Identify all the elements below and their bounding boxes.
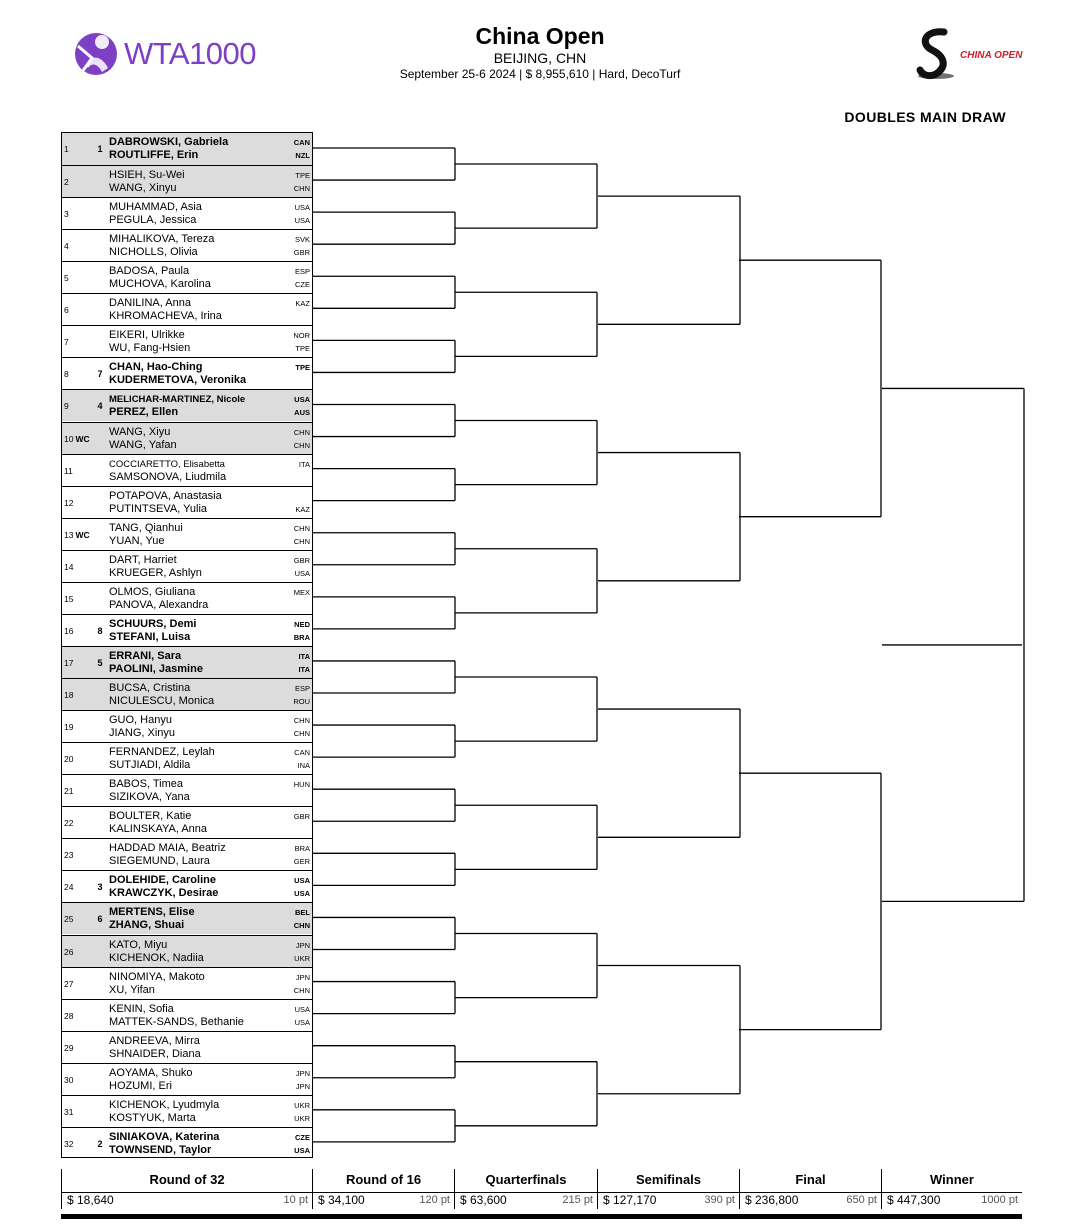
player-one-country: USA bbox=[294, 1004, 310, 1014]
player-two-country: USA bbox=[294, 1017, 310, 1027]
player-one-country: USA bbox=[294, 876, 310, 886]
player-one-country: ESP bbox=[294, 684, 310, 694]
round-name: Round of 32 bbox=[149, 1172, 225, 1187]
player-one-country: USA bbox=[294, 203, 310, 213]
footer-divider bbox=[61, 1192, 1022, 1193]
player-one-name: OLMOS, Giuliana bbox=[109, 585, 196, 598]
draw-position: 5 bbox=[64, 273, 69, 284]
wildcard-tag: WC bbox=[75, 433, 90, 444]
draw-position: 17 bbox=[64, 657, 74, 668]
player-two-name: JIANG, Xinyu bbox=[109, 727, 176, 740]
round-name: Round of 16 bbox=[345, 1172, 422, 1187]
player-two-name: SIZIKOVA, Yana bbox=[109, 791, 190, 804]
player-one-country: CHN bbox=[293, 716, 310, 726]
draw-position: 13 WC bbox=[64, 529, 90, 540]
player-two-name: PEGULA, Jessica bbox=[109, 214, 197, 227]
player-two-country: CHN bbox=[293, 921, 310, 931]
round-name: Final bbox=[795, 1172, 826, 1187]
seed-number: 4 bbox=[97, 401, 103, 412]
player-one-name: COCCIARETTO, Elisabetta bbox=[109, 458, 225, 470]
round-points: 1000 pt bbox=[981, 1194, 1018, 1206]
draw-position: 21 bbox=[64, 786, 74, 797]
player-one-name: KATO, Miyu bbox=[109, 938, 168, 951]
player-one-name: FERNANDEZ, Leylah bbox=[109, 746, 215, 759]
tournament-title: China Open bbox=[475, 23, 605, 49]
player-two-name: WU, Fang-Hsien bbox=[109, 342, 191, 355]
draw-position: 4 bbox=[64, 241, 69, 252]
player-one-country: CZE bbox=[295, 1132, 310, 1142]
player-two-name: KICHENOK, Nadiia bbox=[109, 951, 204, 964]
tournament-info: September 25-6 2024 | $ 8,955,610 | Hard, DecoTurf bbox=[399, 67, 681, 81]
round-prize: $ 63,600 bbox=[460, 1193, 507, 1207]
player-one-country: JPN bbox=[295, 972, 310, 982]
player-two-name: TOWNSEND, Taylor bbox=[109, 1143, 212, 1156]
player-one-name: BABOS, Timea bbox=[109, 778, 183, 791]
draw-position: 27 bbox=[64, 978, 74, 989]
draw-position: 18 bbox=[64, 690, 74, 701]
seed-number: 5 bbox=[97, 657, 103, 668]
draw-position: 1 bbox=[64, 144, 69, 154]
player-two-name: WANG, Xinyu bbox=[109, 182, 177, 195]
draw-position: 24 bbox=[64, 882, 74, 893]
draw-position: 29 bbox=[64, 1042, 74, 1053]
player-one-country: CHN bbox=[293, 427, 310, 437]
player-one-country: NED bbox=[294, 619, 310, 629]
player-two-name: ROUTLIFFE, Erin bbox=[109, 149, 199, 161]
player-one-country: UKR bbox=[294, 1100, 310, 1110]
player-one-country: KAZ bbox=[295, 299, 310, 309]
player-one-name: HADDAD MAIA, Beatriz bbox=[109, 842, 226, 855]
player-two-country: KAZ bbox=[295, 504, 310, 514]
draw-position: 23 bbox=[64, 850, 74, 861]
player-two-country: USA bbox=[294, 568, 310, 578]
draw-position: 12 bbox=[64, 497, 74, 508]
tournament-location: BEIJING, CHN bbox=[493, 50, 587, 66]
player-two-name: PEREZ, Ellen bbox=[109, 406, 179, 419]
round-prize: $ 236,800 bbox=[745, 1193, 799, 1207]
player-two-name: KALINSKAYA, Anna bbox=[109, 823, 208, 836]
draw-position: 15 bbox=[64, 593, 74, 604]
draw-position: 16 bbox=[64, 625, 74, 636]
seed-number: 1 bbox=[97, 144, 103, 154]
seed-number: 6 bbox=[97, 914, 103, 925]
player-one-country: GBR bbox=[293, 812, 310, 822]
player-one-country: TPE bbox=[295, 171, 310, 181]
seed-number: 2 bbox=[97, 1138, 103, 1149]
player-two-name: MATTEK-SANDS, Bethanie bbox=[109, 1015, 244, 1028]
player-one-name: MIHALIKOVA, Tereza bbox=[109, 233, 215, 246]
player-one-name: DABROWSKI, Gabriela bbox=[109, 136, 229, 148]
player-one-name: SINIAKOVA, Katerina bbox=[109, 1130, 220, 1143]
player-one-country: HUN bbox=[293, 780, 310, 790]
player-two-country: CZE bbox=[295, 280, 310, 290]
player-one-name: KICHENOK, Lyudmyla bbox=[109, 1098, 220, 1111]
player-one-country: CAN bbox=[294, 748, 310, 758]
draw-position: 26 bbox=[64, 946, 74, 957]
player-one-country: CHN bbox=[293, 523, 310, 533]
seed-number: 3 bbox=[97, 882, 103, 893]
round-points: 650 pt bbox=[846, 1194, 877, 1206]
round-prize: $ 18,640 bbox=[67, 1193, 114, 1207]
round-prize-cell bbox=[312, 1169, 454, 1209]
player-two-country: GBR bbox=[293, 248, 310, 258]
player-two-name: HOZUMI, Eri bbox=[109, 1079, 172, 1092]
player-one-country: CAN bbox=[293, 138, 310, 147]
player-one-name: TANG, Qianhui bbox=[109, 521, 183, 534]
round-prize: $ 447,300 bbox=[887, 1193, 941, 1207]
player-two-name: WANG, Yafan bbox=[109, 438, 177, 451]
footer-bottom-rule bbox=[61, 1214, 1022, 1219]
round-prize-cell bbox=[61, 1169, 312, 1209]
round-prize-cell bbox=[597, 1169, 739, 1209]
draw-position: 7 bbox=[64, 337, 69, 348]
player-two-name: SIEGEMUND, Laura bbox=[109, 855, 210, 868]
player-one-name: SCHUURS, Demi bbox=[109, 617, 197, 630]
player-two-country: BRA bbox=[293, 632, 310, 642]
player-two-name: PUTINTSEVA, Yulia bbox=[109, 502, 208, 515]
draw-position: 2 bbox=[64, 177, 69, 188]
player-two-name: SHNAIDER, Diana bbox=[109, 1047, 201, 1060]
player-one-country: ITA bbox=[298, 651, 310, 661]
player-one-country: BRA bbox=[294, 844, 310, 854]
player-one-name: MUHAMMAD, Asia bbox=[109, 201, 202, 214]
player-one-country: JPN bbox=[295, 1068, 310, 1078]
player-one-name: AOYAMA, Shuko bbox=[109, 1066, 193, 1079]
player-two-country: TPE bbox=[295, 344, 310, 354]
seed-number: 7 bbox=[97, 369, 103, 380]
player-two-country: AUS bbox=[294, 408, 310, 418]
player-two-name: SAMSONOVA, Liudmila bbox=[109, 470, 227, 483]
player-two-country: CHN bbox=[293, 985, 310, 995]
player-one-name: ERRANI, Sara bbox=[109, 649, 182, 662]
draw-position: 3 bbox=[64, 209, 69, 220]
player-two-country: UKR bbox=[294, 953, 310, 963]
player-one-country: NOR bbox=[293, 331, 310, 341]
player-two-name: NICHOLLS, Olivia bbox=[109, 246, 198, 259]
round-points: 215 pt bbox=[562, 1194, 593, 1206]
player-two-name: SUTJIADI, Aldila bbox=[109, 759, 191, 772]
round-name: Quarterfinals bbox=[485, 1172, 567, 1187]
player-two-name: KUDERMETOVA, Veronika bbox=[109, 374, 247, 387]
player-one-name: KENIN, Sofia bbox=[109, 1002, 174, 1015]
draw-position: 32 bbox=[64, 1138, 74, 1149]
draw-position: 9 bbox=[64, 401, 69, 412]
seed-number: 8 bbox=[97, 625, 103, 636]
player-two-name: PAOLINI, Jasmine bbox=[109, 662, 203, 675]
player-one-country: GBR bbox=[293, 555, 310, 565]
player-two-name: ZHANG, Shuai bbox=[109, 919, 185, 932]
round-prize: $ 127,170 bbox=[603, 1193, 657, 1207]
player-two-country: GER bbox=[293, 857, 310, 867]
draw-position: 14 bbox=[64, 561, 74, 572]
player-one-name: BADOSA, Paula bbox=[109, 265, 190, 278]
player-two-country: CHN bbox=[293, 184, 310, 194]
player-one-country: USA bbox=[294, 395, 310, 405]
draw-position: 31 bbox=[64, 1106, 74, 1117]
player-one-country: ESP bbox=[294, 267, 310, 277]
player-two-country: USA bbox=[294, 889, 310, 899]
player-two-name: KRAWCZYK, Desirae bbox=[109, 887, 219, 900]
draw-position: 8 bbox=[64, 369, 69, 380]
player-two-country: CHN bbox=[293, 729, 310, 739]
player-one-name: HSIEH, Su-Wei bbox=[109, 169, 185, 182]
player-two-country: UKR bbox=[294, 1113, 310, 1123]
player-two-name: XU, Yifan bbox=[109, 983, 155, 996]
player-one-name: POTAPOVA, Anastasia bbox=[109, 489, 222, 502]
player-one-name: WANG, Xiyu bbox=[109, 425, 171, 438]
player-two-country: USA bbox=[294, 216, 310, 226]
draw-position: 22 bbox=[64, 818, 74, 829]
player-one-name: MERTENS, Elise bbox=[109, 906, 195, 919]
draw-position: 19 bbox=[64, 722, 74, 733]
draw-position: 25 bbox=[64, 914, 74, 925]
player-two-country: ROU bbox=[293, 697, 310, 707]
wildcard-tag: WC bbox=[75, 529, 90, 540]
player-one-name: DOLEHIDE, Caroline bbox=[109, 874, 216, 887]
round-prize-cell bbox=[881, 1169, 1022, 1209]
player-one-name: EIKERI, Ulrikke bbox=[109, 329, 185, 342]
draw-position: 20 bbox=[64, 754, 74, 765]
draw-position: 10 WC bbox=[64, 433, 90, 444]
round-name: Semifinals bbox=[635, 1172, 702, 1187]
player-two-country: CHN bbox=[293, 440, 310, 450]
player-one-name: DANILINA, Anna bbox=[109, 297, 191, 310]
round-points: 390 pt bbox=[704, 1194, 735, 1206]
player-one-name: CHAN, Hao-Ching bbox=[109, 361, 203, 374]
player-one-name: BOULTER, Katie bbox=[109, 810, 192, 823]
player-two-name: STEFANI, Luisa bbox=[109, 630, 191, 643]
player-one-name: GUO, Hanyu bbox=[109, 714, 172, 727]
player-one-name: ANDREEVA, Mirra bbox=[109, 1034, 200, 1047]
player-two-country: ITA bbox=[298, 664, 310, 674]
draw-position: 28 bbox=[64, 1010, 74, 1021]
player-two-country: INA bbox=[297, 761, 310, 771]
player-two-name: KOSTYUK, Marta bbox=[109, 1111, 196, 1124]
draw-title: DOUBLES MAIN DRAW bbox=[844, 109, 1006, 125]
round-name: Winner bbox=[930, 1172, 974, 1187]
player-one-country: ITA bbox=[298, 459, 310, 469]
player-one-country: SVK bbox=[294, 235, 310, 245]
round-points: 120 pt bbox=[419, 1194, 450, 1206]
player-two-country: JPN bbox=[295, 1081, 310, 1091]
player-one-name: DART, Harriet bbox=[109, 553, 177, 566]
player-one-country: BEL bbox=[295, 908, 310, 918]
player-one-country: TPE bbox=[295, 363, 310, 373]
draw-position: 6 bbox=[64, 305, 69, 316]
player-two-country: CHN bbox=[293, 536, 310, 546]
player-two-name: PANOVA, Alexandra bbox=[109, 598, 209, 611]
china-open-logo-text: CHINA OPEN bbox=[960, 50, 1023, 61]
draw-position: 11 bbox=[64, 465, 73, 476]
round-prize-cell bbox=[739, 1169, 881, 1209]
player-one-country: MEX bbox=[293, 587, 310, 597]
player-two-name: YUAN, Yue bbox=[109, 534, 165, 547]
round-prize: $ 34,100 bbox=[318, 1193, 365, 1207]
prize-money-table bbox=[61, 1169, 1022, 1217]
player-one-name: BUCSA, Cristina bbox=[109, 682, 191, 695]
player-two-country: NZL bbox=[295, 151, 310, 160]
round-prize-cell bbox=[454, 1169, 597, 1209]
player-two-country: USA bbox=[294, 1145, 310, 1155]
draw-position: 30 bbox=[64, 1074, 74, 1085]
player-two-name: MUCHOVA, Karolina bbox=[109, 278, 211, 291]
player-two-name: KHROMACHEVA, Irina bbox=[109, 310, 222, 323]
player-two-name: NICULESCU, Monica bbox=[109, 695, 215, 708]
player-two-name: KRUEGER, Ashlyn bbox=[109, 566, 202, 579]
player-one-name: NINOMIYA, Makoto bbox=[109, 970, 205, 983]
player-one-name: MELICHAR-MARTINEZ, Nicole bbox=[109, 394, 246, 406]
player-one-country: JPN bbox=[295, 940, 310, 950]
round-points: 10 pt bbox=[283, 1194, 308, 1206]
wta-logo-text: WTA1000 bbox=[124, 36, 257, 71]
